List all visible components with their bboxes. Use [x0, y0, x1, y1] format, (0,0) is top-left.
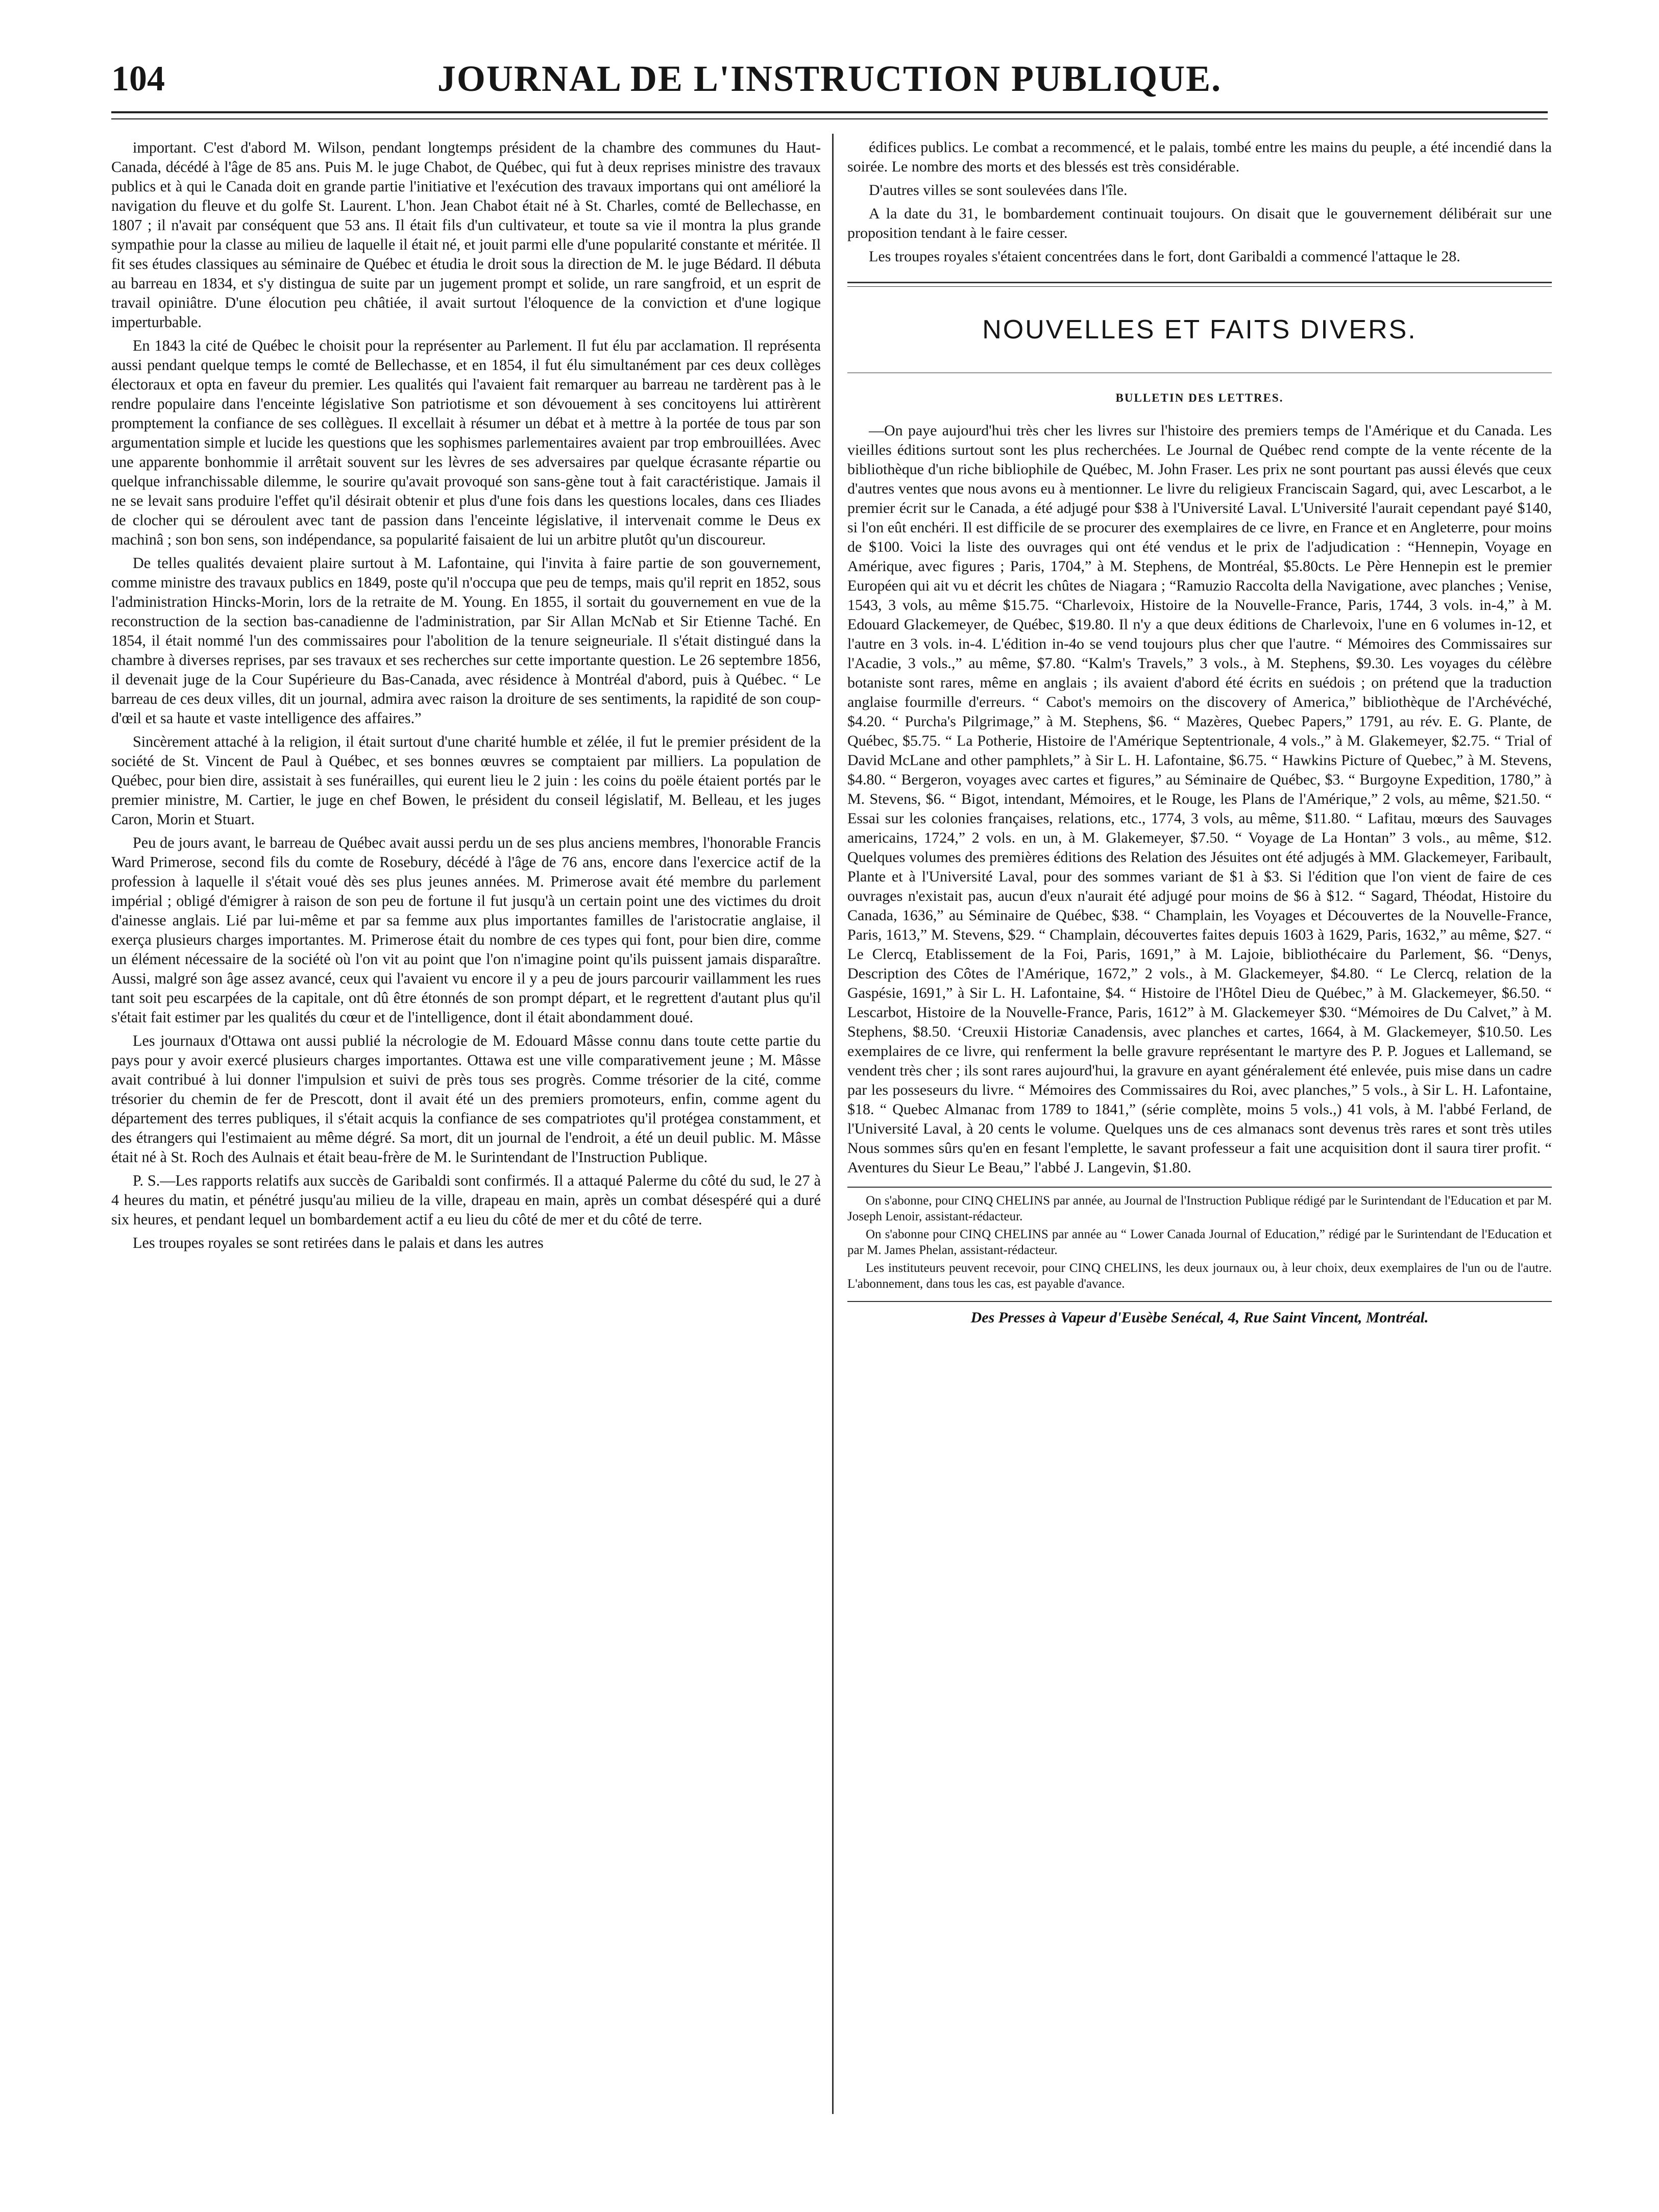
page-header	[0, 0, 1659, 112]
paragraph: édifices publics. Le combat a recommencé, et le palais, tombé entre les mains du peuple, a été incendié dans la soirée. Le nombre des morts et des blessés est très considérable.	[847, 139, 1552, 175]
paragraph: important. C'est d'abord M. Wilson, pendant longtemps président de la chambre des communes du Haut-Canada, décédé à l'âge de 85 ans. Puis M. le juge Chabot, de Québec, qui fut à deux reprises ministre des travaux publics et à qui le Canada doit en grande partie l'initiative et l'exécution des travaux importans qui ont amélioré la navigation du fleuve et du golfe St. Laurent. L'hon. Jean Chabot était né à St. Charles, comté de Bellechasse, en 1807 ; il n'avait par conséquent que 53 ans. Il était fils d'un cultivateur, et toute sa vie il montra la plus grande sympathie pour la classe au milieu de laquelle il était né, et jouit parmi elle d'une popularité constante et méritée. Il fit ses études classiques au séminaire de Québec et étudia le droit sous la direction de M. le juge Bédard. Il débuta au barreau en 1834, et s'y distingua de suite par un jugement prompt et solide, un rare sangfroid, et un esprit de travail opiniâtre. D'une élocution peu châtiée, il avait surtout l'éloquence de la conviction et d'une logique imperturbable.	[111, 139, 821, 331]
paragraph: D'autres villes se sont soulevées dans l'île.	[869, 182, 1128, 199]
journal-title: JOURNAL DE L'INSTRUCTION PUBLIQUE.	[437, 58, 1222, 99]
paragraph: Les troupes royales s'étaient concentrées dans le fort, dont Garibaldi a commencé l'attaque le 28.	[869, 248, 1460, 265]
paragraph: Les troupes royales se sont retirées dans le palais et dans les autres	[133, 1234, 544, 1251]
paragraph: En 1843 la cité de Québec le choisit pour la représenter au Parlement. Il fut élu par acclamation. Il représenta aussi pendant quelque temps le comté de Bellechasse, et en 1854, il fut élu simultanément par ces deux collèges électoraux et opta en faveur du premier. Les qualités qui l'avaient fait remarquer au barreau ne tardèrent pas à le rendre populaire dans l'enceinte législative Son patriotisme et son dévouement à ses concitoyens lui attirèrent promptement la confiance de ses collègues. Il excellait à résumer un débat et à mettre à la portée de tous par son argumentation simple et lucide les questions que les sophismes parlementaires avaient par trop embrouillées. Avec une apparente bonhommie il arrêtait souvent sur les lèvres de ses adversaires par quelque écrasante répartie ou quelque infranchissable dilemme, le sourire qu'avait provoqué son sans-gène tout à fait caractéristique. Jamais il ne se levait sans produire l'effet qu'il désirait obtenir et plus d'une fois dans les questions locales, dans ces Iliades de clocher qui se déroulent avec tant de passion dans l'enceinte législative, il intervenait comme le Deus ex machinâ ; son bon sens, son indépendance, sa popularité faisaient de lui un arbitre plutôt qu'un discoureur.	[111, 337, 821, 548]
left-column	[111, 138, 821, 2001]
section-title: NOUVELLES ET FAITS DIVERS.	[982, 315, 1417, 345]
paragraph: Peu de jours avant, le barreau de Québec avait aussi perdu un de ses plus anciens membres, l'honorable Francis Ward Primerose, second fils du comte de Rosebury, décédé à l'âge de 76 ans, encore dans l'exercice actif de la profession à laquelle il s'était voué dès ses plus jeunes années. M. Primerose avait été membre du parlement impérial ; obligé d'émigrer à raison de son peu de fortune il fut jusqu'à un certain point une des victimes du droit d'ainesse anglais. Lié par lui-même et par sa femme aux plus importantes familles de l'aristocratie anglaise, il exerça plusieurs charges importantes. M. Primerose était du nombre de ces types qui font, pour bien dire, comme un élément nécessaire de la société où l'on vit au point que l'on n'imagine point qu'ils puissent jamais disparaître. Aussi, malgré son âge assez avancé, ceux qui l'avaient vu encore il y a peu de jours parcourir vaillamment les rues tant soit peu escarpées de la capitale, ont dû être étonnés de son prompt départ, et le regrettent d'autant plus qu'il s'était fait estimer par les qualités du cœur et de l'intelligence, dont il était abondamment doué.	[111, 834, 821, 1026]
paragraph: Sincèrement attaché à la religion, il était surtout d'une charité humble et zélée, il fut le premier président de la société de St. Vincent de Paul à Québec, et ses bonnes œuvres se comptaient par milliers. La population de Québec, pour bien dire, assistait à ses funérailles, qui eurent lieu le 2 juin : les coins du poële étaient portés par le premier ministre, M. Cartier, le juge en chef Bowen, le président du conseil législatif, M. Belleau, et les juges Caron, Morin et Stuart.	[111, 733, 821, 828]
header-rule	[111, 111, 1548, 113]
paragraph: De telles qualités devaient plaire surtout à M. Lafontaine, qui l'invita à faire partie de son gouvernement, comme ministre des travaux publics en 1849, poste qu'il n'occupa que peu de temps, mais qu'il reprit en 1852, sous l'administration Hincks-Morin, lors de la retraite de M. Young. En 1855, il sortait du gouvernement en vue de la reconstruction de la section bas-canadienne de l'administration, par Sir Allan McNab et Sir Etienne Taché. En 1854, il était nommé l'un des commissaires pour l'abolition de la tenure seigneuriale. Il s'était distingué dans la chambre à diverses reprises, par ses travaux et ses recherches sur cette importante question. Le 26 septembre 1856, il devenait juge de la Cour Supérieure du Bas-Canada, avec résidence à Montréal d'abord, puis à Québec. “ Le barreau de ces deux villes, dit un journal, admira avec raison la droiture de ses sentiments, la rapidité de son coup-d'œil et sa haute et vaste intelligence des affaires.”	[111, 554, 821, 727]
notice: On s'abonne pour CINQ CHELINS par année au “ Lower Canada Journal of Education,” rédigé par le Surintendant de l'Education et par M. James Phelan, assistant-rédacteur.	[847, 1227, 1552, 1257]
paragraph: Les journaux d'Ottawa ont aussi publié la nécrologie de M. Edouard Mâsse connu dans toute cette partie du pays pour y avoir exercé plusieurs charges importantes. Ottawa est une ville comparativement jeune ; M. Mâsse avait contribué à lui donner l'impulsion et suivi de près tous ses progrès. Comme trésorier de la cité, comme trésorier du chemin de fer de Prescott, dont il avait été un des premiers promoteurs, enfin, comme agent du département des terres publiques, il s'était acquis la confiance de ses compatriotes qu'il protégea constamment, et des étrangers qui l'estimaient au même dégré. Sa mort, dit un journal de l'endroit, a été un deuil public. M. Mâsse était né à St. Roch des Aulnais et était beau-frère de M. le Surintendant de l'Instruction Publique.	[111, 1032, 821, 1166]
subscription-notices	[847, 1193, 1552, 1292]
imprint-rule	[847, 1301, 1552, 1302]
column-divider	[832, 134, 834, 2114]
imprint: Des Presses à Vapeur d'Eusèbe Senécal, 4, Rue Saint Vincent, Montréal.	[970, 1309, 1429, 1326]
header-rule-thin	[111, 118, 1548, 119]
bulletin-paragraph: —On paye aujourd'hui très cher les livres sur l'histoire des premiers temps de l'Amérique et du Canada. Les vieilles éditions surtout sont les plus recherchées. Le Journal de Québec rend compte de la vente récente de la bibliothèque d'un riche bibliophile de Québec, M. John Fraser. Les prix ne sont pourtant pas aussi élevés que ceux d'autres ventes que nous avons eu à mentionner. Le livre du religieux Franciscain Sagard, qui, avec Lescarbot, a le premier écrit sur le Canada, a été adjugé pour $38 à l'Université Laval. L'Université l'aurait cependant payé $140, si l'on eût enchéri. Il est difficile de se procurer des exemplaires de ce livre, en France et en Angleterre, pour moins de $100. Voici la liste des ouvrages qui ont été vendus et le prix de l'adjudication : “Hennepin, Voyage en Amérique, avec figures ; Paris, 1704,” à M. Stephens, de Montréal, $5.80cts. Le Père Hennepin est le premier Européen qui ait vu et décrit les chûtes de Niagara ; “Ramuzio Raccolta della Navigatione, avec planches ; Venise, 1543, 3 vols, au même $15.75. “Charlevoix, Histoire de la Nouvelle-France, Paris, 1744, 3 vols. in-4,” à M. Edouard Glackemeyer, de Québec, $19.80. Il n'y a que deux éditions de Charlevoix, l'une en 6 volumes in-12, et l'autre en 3 vols. in-4. L'édition in-4o se vend toujours plus cher que l'autre. “ Mémoires des Commissaires sur l'Acadie, 3 vols.,” au même, $7.80. “Kalm's Travels,” 3 vols., à M. Stephens, $9.30. Les voyages du célèbre botaniste sont rares, même en anglais ; ils avaient d'abord été écrits en suédois ; on prétend que la traduction anglaise fourmille d'erreurs. “ Cabot's memoirs on the discovery of America,” bibliothèque de l'Archévéché, $4.20. “ Purcha's Pilgrimage,” à M. Stephens, $6. “ Mazères, Quebec Papers,” 1791, au rév. E. G. Plante, de Québec, $5.75. “ La Potherie, Histoire de l'Amérique Septentrionale, 4 vols.,” à M. Glakemeyer, $2.75. “ Trial of David McLane and other pamphlets,” à Sir L. H. Lafontaine, $6.75. “ Hawkins Picture of Quebec,” à M. Stevens, $4.80. “ Bergeron, voyages avec cartes et figures,” au Séminaire de Québec, $3. “ Burgoyne Expedition, 1780,” à M. Stevens, $6. “ Bigot, intendant, Mémoires, et le Rouge, les Plans de l'Amérique,” 2 vols, au même, $21.50. “ Essai sur les colonies françaises, relations, etc., 1774, 3 vols, au même, $11.80. “ Lafitau, mœurs des Sauvages americains, 1724,” 2 vols. en un, à M. Glakemeyer, $7.50. “ Voyage de La Hontan” 3 vols., au même, $12. Quelques volumes des premières éditions des Relation des Jésuites ont été adjugés à MM. Glackemeyer, Faribault, Plante et à l'Université Laval, pour des sommes variant de $1 à $3. Si l'édition que l'on vient de faire de ces ouvrages n'existait pas, aucun d'eux n'aurait été adjugé pour moins de $6 à $12. “ Sagard, Théodat, Histoire du Canada, 1636,” au Séminaire de Québec, $38. “ Champlain, les Voyages et Découvertes de la Nouvelle-France, Paris, 1613,” M. Stevens, $29. “ Champlain, découvertes faites depuis 1603 à 1629, Paris, 1632,” au même, $27. “ Le Clercq, Etablissement de la Foi, Paris, 1691,” à M. Lajoie, bibliothécaire du Parlement, $6. “Denys, Description des Côtes de l'Amérique, 1672,” 2 vols., à M. Glackemeyer, $4.80. “ Le Clercq, relation de la Gaspésie, 1691,” à Sir L. H. Lafontaine, $4. “ Histoire de l'Hôtel Dieu de Québec,” à M. Glackemeyer, $6.50. “ Lescarbot, Histoire de la Nouvelle-France, Paris, 1612” à M. Glackemeyer $30. “Mémoires de Du Calvet,” à M. Stephens, $8.50. ‘Creuxii Historiæ Canadensis, avec planches et cartes, 1664, à M. Glackemeyer, $10.50. Les exemplaires de ce livre, qui renferment la belle gravure représentant le martyre des P. P. Jogues et Lallemand, se vendent très cher ; ils sont rares aujourd'hui, la gravure en ayant généralement été enlevée, puis mise dans un cadre par les posseseurs du livre. “ Mémoires des Commissaires du Roi, avec planches,” 5 vols., à Sir L. H. Lafontaine, $18. “ Quebec Almanac from 1789 to 1841,” (série complète, moins 5 vols.,) 41 vols, à M. l'abbé Ferland, de l'Université Laval, à 20 cents le volume. Quelques uns de ces almanacs sont devenus très rares et sont très utiles Nous sommes sûrs qu'en en fesant l'emplette, le savant professeur a fait une acquisition dont il saura tirer profit. “ Aventures du Sieur Le Beau,” l'abbé J. Langevin, $1.80.	[847, 422, 1552, 1176]
notice: Les instituteurs peuvent recevoir, pour CINQ CHELINS, les deux journaux ou, à leur choix, deux exemplaires de l'un ou de l'autre. L'abonnement, dans tous les cas, est payable d'avance.	[847, 1261, 1552, 1291]
paragraph: P. S.—Les rapports relatifs aux succès de Garibaldi sont confirmés. Il a attaqué Palerme du côté du sud, le 27 à 4 heures du matin, et pénétré jusqu'au milieu de la ville, drapeau en main, après un combat désespéré qui a duré six heures, et pendant lequel un bombardement actif a eu lieu du côté de mer et du côté de terre.	[111, 1172, 821, 1228]
section-rule	[847, 282, 1552, 283]
notice: On s'abonne, pour CINQ CHELINS par année, au Journal de l'Instruction Publique rédigé par le Surintendant de l'Education et par M. Joseph Lenoir, assistant-rédacteur.	[847, 1194, 1552, 1223]
notice-rule	[847, 1187, 1552, 1188]
right-column	[847, 138, 1552, 2103]
paragraph: A la date du 31, le bombardement continuait toujours. On disait que le gouvernement délibérait sur une proposition tendant à le faire cesser.	[847, 205, 1552, 241]
subheading: BULLETIN DES LETTRES.	[1115, 391, 1284, 404]
page-number: 104	[111, 59, 165, 99]
section-rule-thin	[847, 286, 1552, 287]
